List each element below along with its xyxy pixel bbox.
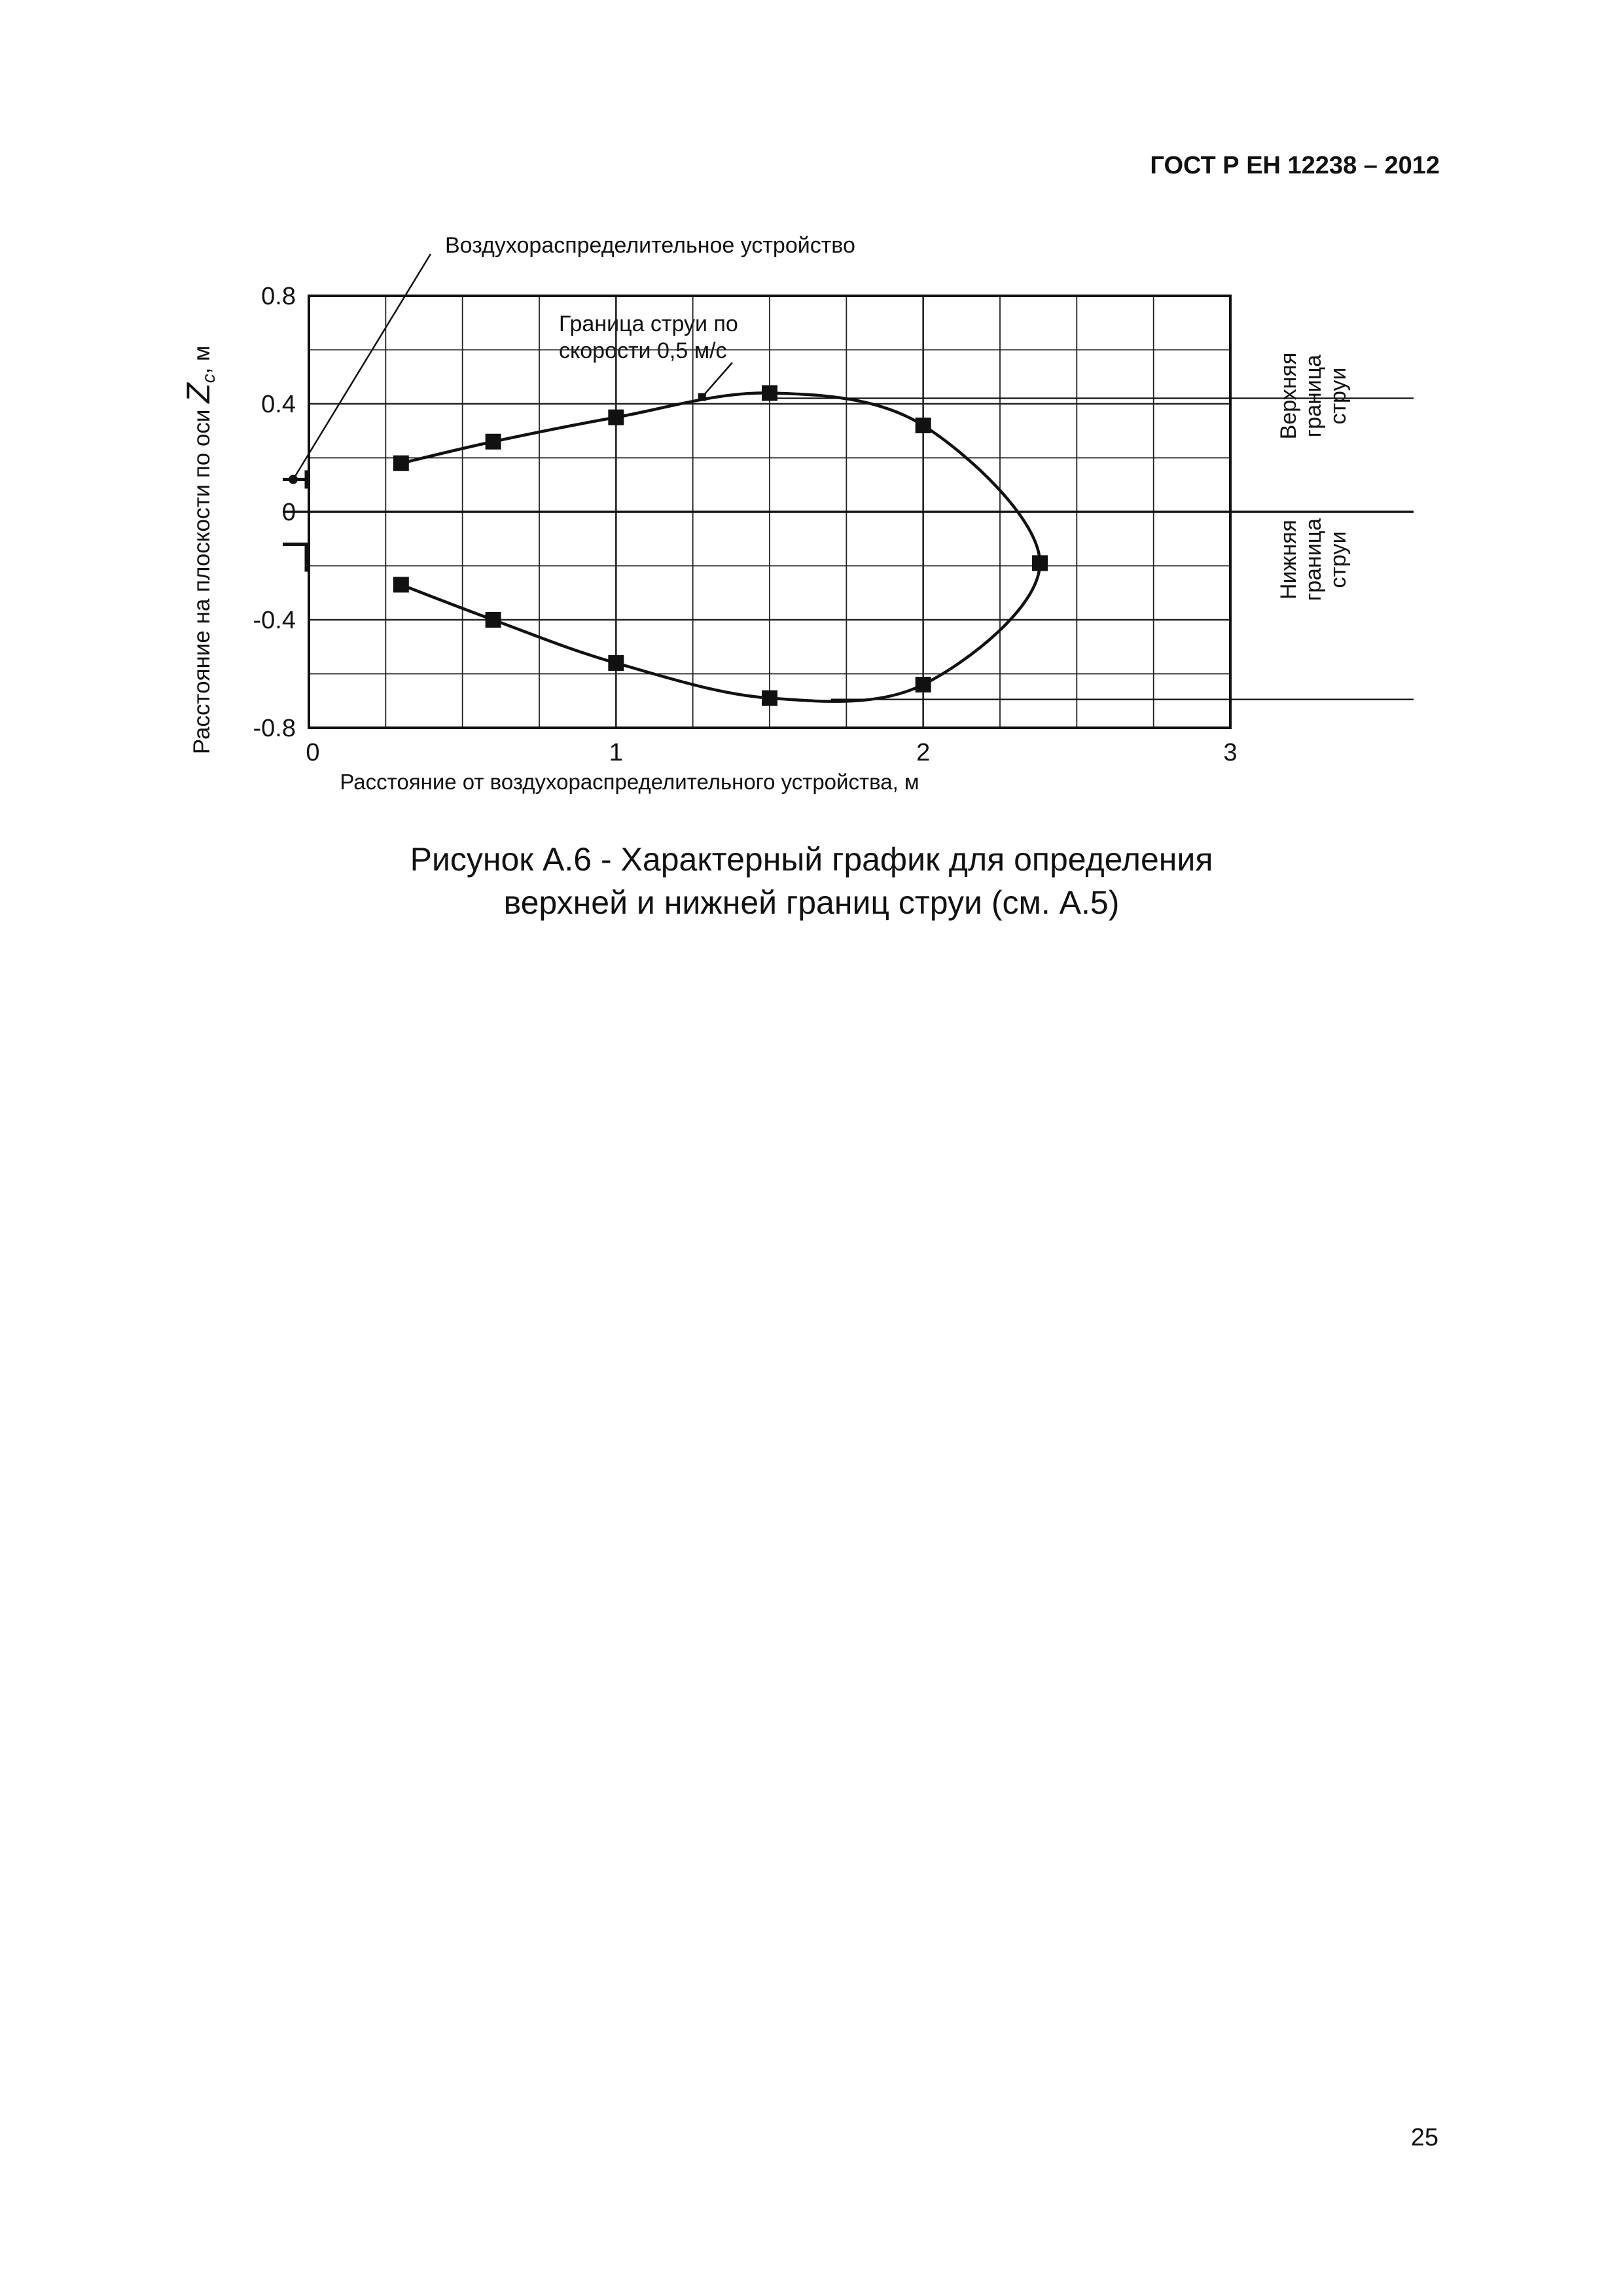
data-point-marker	[1032, 555, 1048, 571]
data-point-marker	[762, 691, 777, 706]
y-axis-label-symbol: Z	[180, 383, 217, 403]
chart-grid	[283, 296, 1414, 728]
upper-label-line2: граница	[1301, 354, 1326, 438]
upper-boundary-label	[1276, 353, 1351, 440]
data-point-marker	[916, 418, 931, 433]
x-tick-label: 0	[306, 739, 320, 766]
y-axis-label-subscript: c	[198, 374, 219, 384]
y-axis-label	[180, 346, 219, 754]
jet-boundary-chart	[170, 223, 1414, 812]
x-tick-label: 1	[609, 739, 623, 766]
figure-chart	[170, 223, 1414, 815]
lower-label-line1: Нижняя	[1276, 520, 1301, 600]
lower-boundary-label	[1276, 518, 1351, 601]
caption-line-1: Рисунок А.6 - Характерный график для определения	[410, 841, 1213, 878]
x-tick-label: 2	[916, 739, 931, 766]
y-tick-label: -0.4	[253, 607, 296, 634]
x-tick-label: 3	[1223, 739, 1238, 766]
upper-label-line1: Верхняя	[1276, 352, 1301, 440]
y-tick-label: 0	[281, 499, 296, 526]
boundary-annotation-line2: скорости 0,5 м/с	[559, 338, 727, 363]
y-tick-label: -0.8	[253, 715, 296, 742]
data-point-marker	[486, 612, 501, 628]
caption-line-2: верхней и нижней границ струи (см. А.5)	[503, 884, 1120, 921]
document-header: ГОСТ Р ЕН 12238 – 2012	[1150, 152, 1440, 179]
chart-series	[393, 386, 1048, 706]
device-leader-line	[293, 254, 431, 480]
data-point-marker	[393, 577, 409, 592]
lower-label-line2: граница	[1301, 518, 1326, 601]
data-point-marker	[916, 677, 931, 692]
annotation-leaders	[283, 254, 732, 572]
page-number: 25	[1410, 2124, 1438, 2151]
data-point-marker	[393, 456, 409, 471]
data-point-marker	[762, 386, 777, 401]
chart-tick-labels	[253, 283, 1238, 766]
figure-caption	[0, 838, 1623, 924]
y-axis-label-unit: , м	[189, 345, 215, 374]
y-axis-label-main: Расстояние на плоскости по оси	[189, 403, 215, 755]
boundary-leader-line	[702, 363, 732, 397]
y-tick-label: 0.4	[261, 391, 296, 418]
leader-point-marker	[698, 393, 706, 401]
upper-label-line3: струи	[1326, 367, 1351, 425]
x-axis-label: Расстояние от воздухораспределительного устройства, м	[340, 770, 919, 794]
data-point-marker	[486, 434, 501, 450]
lower-label-line3: струи	[1326, 531, 1351, 588]
device-annotation: Воздухораспределительное устройство	[445, 233, 855, 258]
data-point-marker	[608, 410, 624, 425]
boundary-annotation-line1: Граница струи по	[559, 312, 738, 336]
data-point-marker	[608, 655, 624, 671]
y-tick-label: 0.8	[261, 283, 296, 310]
